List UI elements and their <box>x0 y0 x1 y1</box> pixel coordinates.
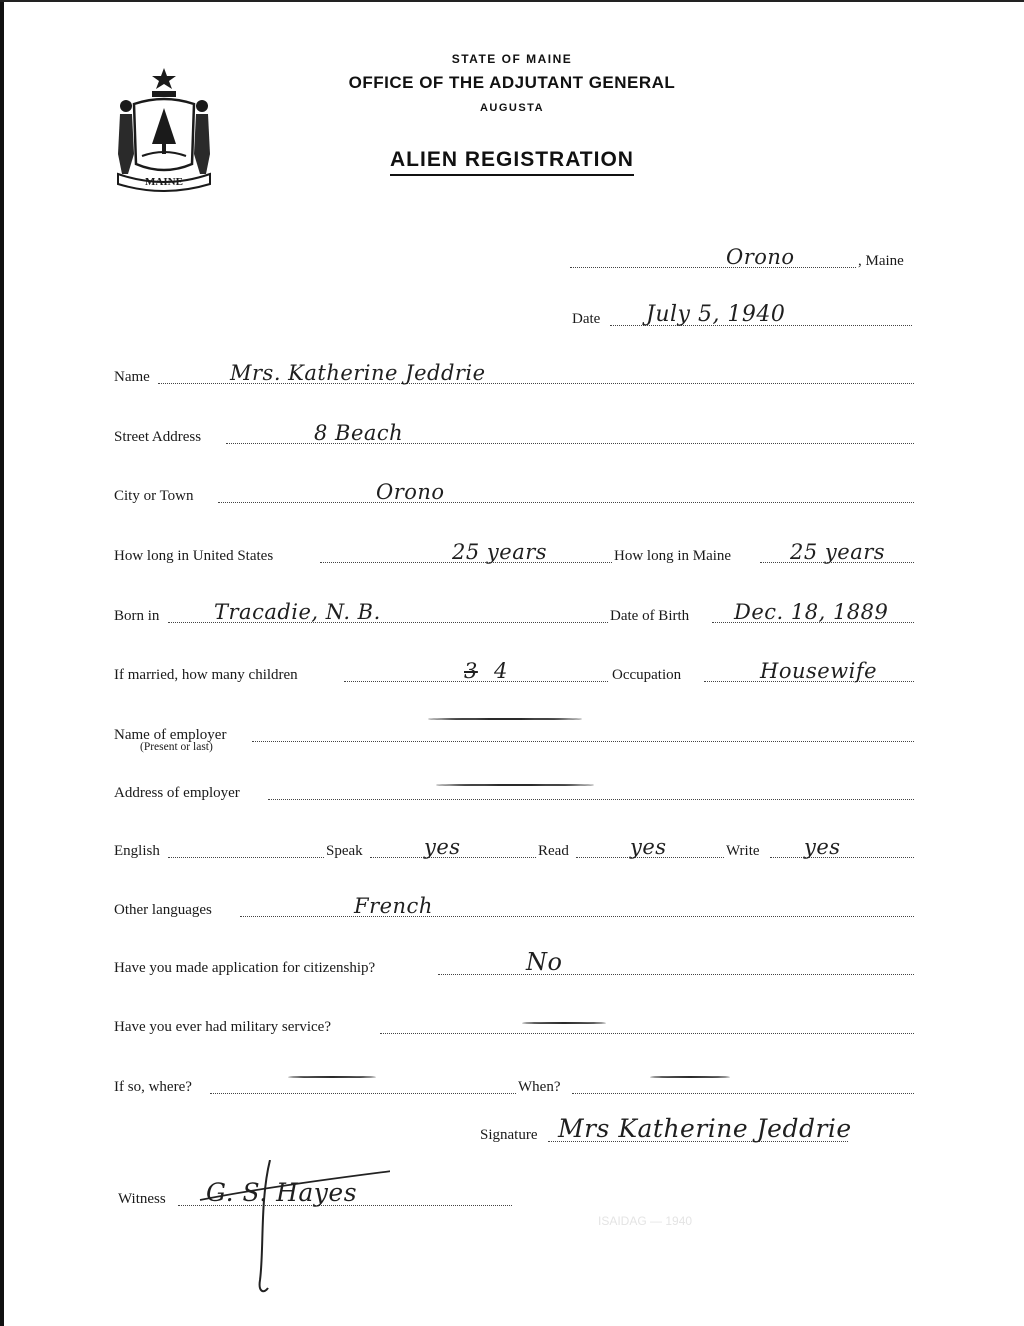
witness-value: G. S. Hayes <box>206 1178 358 1207</box>
bleed-through-text: ISAIDAG — 1940 <box>598 1214 693 1228</box>
signature-value: Mrs Katherine Jeddrie <box>558 1114 852 1143</box>
occupation-value: Housewife <box>760 659 878 683</box>
english-label: English <box>114 843 160 859</box>
write-label: Write <box>726 843 760 859</box>
how-long-us-value: 25 years <box>452 540 548 564</box>
street-label: Street Address <box>114 429 202 445</box>
where-line <box>114 1076 914 1098</box>
header-state: STATE OF MAINE <box>451 52 573 66</box>
citizenship-value: No <box>526 948 563 976</box>
header-office: OFFICE OF THE ADJUTANT GENERAL <box>348 73 676 92</box>
military-line <box>114 1016 914 1038</box>
where-dash <box>288 1076 376 1078</box>
employer-line <box>114 724 914 746</box>
born-in-value: Tracadie, N. B. <box>214 600 381 624</box>
english-line <box>114 835 914 862</box>
name-line <box>114 361 914 388</box>
location-suffix: , Maine <box>858 253 904 269</box>
how-long-us-label: How long in United States <box>114 548 274 564</box>
dob-value: Dec. 18, 1889 <box>734 600 889 624</box>
name-label: Name <box>114 369 150 385</box>
seal-text: MAINE <box>145 176 183 188</box>
how-long-maine-label: How long in Maine <box>614 548 732 564</box>
employer-label: Name of employer <box>114 727 227 743</box>
born-in-label: Born in <box>114 608 160 624</box>
signature-line <box>480 1114 960 1146</box>
form-title: ALIEN REGISTRATION <box>0 148 1024 172</box>
children-label: If married, how many children <box>114 667 298 683</box>
city-label: City or Town <box>114 488 194 504</box>
citizenship-line <box>114 948 914 979</box>
witness-signature-flourish-icon <box>190 1160 390 1300</box>
city-line <box>114 480 914 507</box>
name-value: Mrs. Katherine Jeddrie <box>230 361 486 385</box>
children-line <box>114 659 914 686</box>
employer-address-dash <box>436 784 594 786</box>
scan-edge-top <box>0 0 1024 2</box>
citizenship-label: Have you made application for citizenship? <box>114 960 376 976</box>
read-label: Read <box>538 843 569 859</box>
military-label: Have you ever had military service? <box>114 1019 331 1035</box>
street-value: 8 Beach <box>314 421 404 445</box>
occupation-label: Occupation <box>612 667 682 683</box>
how-long-maine-value: 25 years <box>790 540 886 564</box>
birth-line <box>114 600 914 627</box>
scan-edge-left <box>0 0 4 1326</box>
other-languages-line <box>114 894 914 921</box>
where-label: If so, where? <box>114 1079 192 1095</box>
employer-address-label: Address of employer <box>114 785 240 801</box>
city-value: Orono <box>376 480 445 504</box>
when-label: When? <box>518 1079 561 1095</box>
when-dash <box>650 1076 730 1078</box>
other-languages-value: French <box>354 894 433 918</box>
location-value: Orono <box>726 245 795 269</box>
date-label: Date <box>572 311 601 327</box>
dob-label: Date of Birth <box>610 608 690 624</box>
write-value: yes <box>804 835 841 859</box>
children-value: 4 <box>494 659 508 683</box>
date-value: July 5, 1940 <box>646 302 786 327</box>
read-value: yes <box>630 835 667 859</box>
signature-label: Signature <box>480 1127 538 1143</box>
location-line <box>566 245 916 272</box>
header-city: AUGUSTA <box>479 102 545 114</box>
speak-label: Speak <box>326 843 363 859</box>
other-languages-label: Other languages <box>114 902 212 918</box>
date-line <box>572 302 914 330</box>
military-dash <box>522 1022 606 1024</box>
children-struck-value: 3 <box>464 659 478 683</box>
street-line <box>114 421 914 448</box>
speak-value: yes <box>424 835 461 859</box>
witness-label: Witness <box>118 1191 166 1207</box>
employer-note: (Present or last) <box>140 741 213 753</box>
employer-dash <box>428 718 582 720</box>
residency-line <box>114 540 914 567</box>
